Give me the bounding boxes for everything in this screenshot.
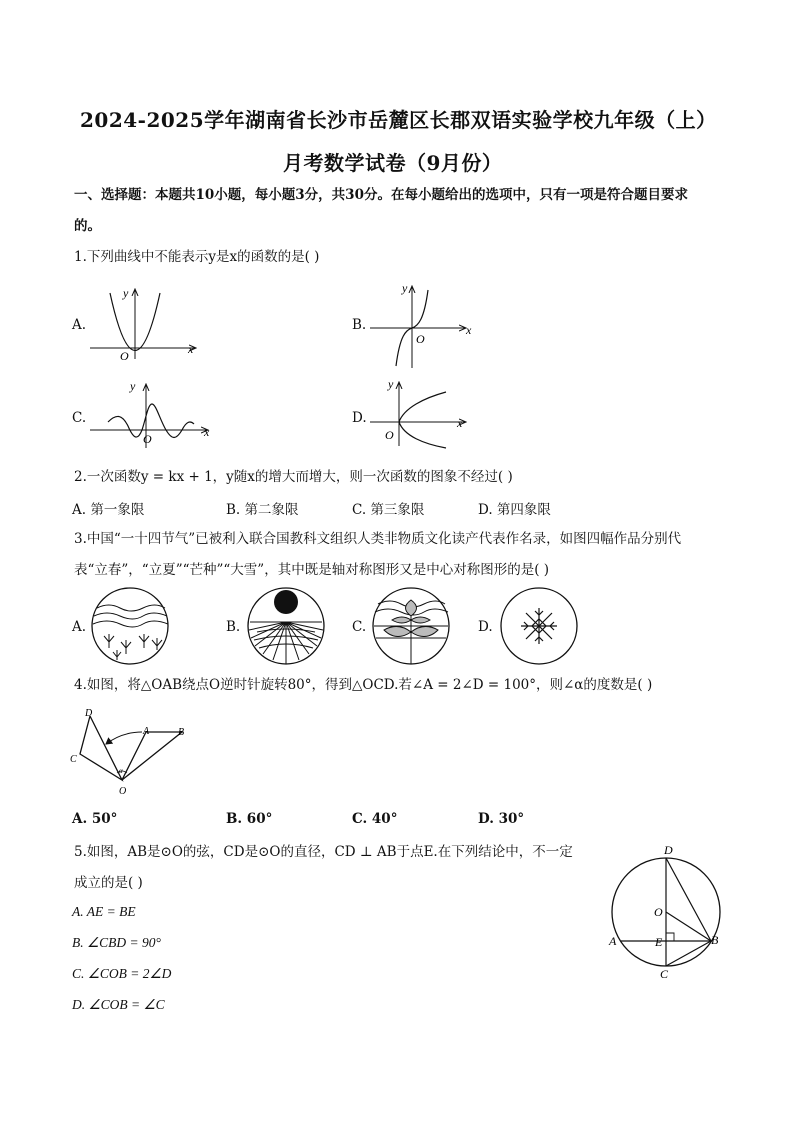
q3-option-c-label: C. [352,619,367,635]
point-d-label: D [85,708,93,719]
q5-option-d: D. ∠COB = ∠C [72,997,165,1012]
point-a-label: A [609,934,617,948]
q4-option-c: C. 40° [352,811,398,827]
point-c-label: C [660,967,669,981]
q1-option-d-label: D. [352,410,367,426]
point-b-label: B [711,933,719,947]
q1-graph-d [366,376,481,448]
solar-term-daxue-image [496,586,582,666]
y-axis-label: y [388,377,394,391]
question-3-stem-line2: 表“立春”，“立夏”“芒种”“大雪”，其中既是轴对称图形又是中心对称图形的是( ) [74,562,550,578]
q1-graph-c [86,378,216,450]
point-c-label: C [70,754,77,765]
q3-option-d-label: D. [478,619,493,635]
page-title-line2: 月考数学试卷（9月份） [283,151,503,175]
sideways-parabola [399,392,446,448]
x-axis-label: x [188,342,194,356]
origin-label: O [416,332,425,346]
question-5-stem-line2: 成立的是( ) [74,875,143,891]
q3-option-b-label: B. [226,619,241,635]
point-d-label: D [664,843,673,857]
x-axis-label: x [457,416,463,430]
question-2-stem: 2.一次函数y = kx + 1，y随x的增大而增大，则一次函数的图象不经过( ) [74,469,513,485]
q4-option-b: B. 60° [226,811,273,827]
q2-option-b: B. 第二象限 [226,502,299,518]
solar-term-lixia-image [243,586,329,666]
question-3-stem-line1: 3.中国“一十四节气”已被利入联合国教科文组织人类非物质文化读产代表作名录，如图四幅作品分别代 [74,531,682,547]
q1-option-b-label: B. [352,317,367,333]
q1-graph-b [366,280,481,370]
origin-label: O [120,349,129,363]
point-o-label: O [119,786,127,797]
q5-option-c: C. ∠COB = 2∠D [72,966,172,981]
question-1-stem: 1.下列曲线中不能表示y是x的函数的是( ) [74,249,320,265]
section-instruction-line1: 一、选择题：本题共10小题，每小题3分，共30分。在每小题给出的选项中，只有一项是符合题目要求 [74,187,688,203]
q4-option-d: D. 30° [478,811,525,827]
q1-option-a-label: A. [72,317,87,333]
solar-term-lichun-image [87,586,173,666]
point-a-label: A [143,726,150,737]
origin-label: O [143,432,152,446]
q4-option-a: A. 50° [72,811,118,827]
q4-rotation-figure [66,702,196,800]
origin-label: O [385,428,394,442]
y-axis-label: y [402,281,408,295]
q2-option-a: A. 第一象限 [72,502,145,518]
point-b-label: B [178,727,185,738]
page-title-line1: 2024-2025学年湖南省长沙市岳麓区长郡双语实验学校九年级（上） [80,108,717,132]
y-axis-label: y [130,379,136,393]
x-axis-label: x [204,425,210,439]
y-axis-label: y [123,286,129,300]
solar-term-mangzhong-image [368,586,454,666]
q1-graph-a [86,283,201,363]
angle-alpha-label: α [119,767,123,775]
q3-option-a-label: A. [72,619,87,635]
q5-circle-figure [604,840,730,980]
point-e-label: E [655,935,663,949]
point-o-label: O [654,905,663,919]
q2-option-d: D. 第四象限 [478,502,551,518]
q5-option-a: A. AE = BE [72,904,136,919]
q5-option-b: B. ∠CBD = 90° [72,935,161,950]
question-4-stem: 4.如图，将△OAB绕点O逆时针旋转80°，得到△OCD.若∠A = 2∠D = 100°，则∠α的度数是( ) [74,677,653,693]
q2-option-c: C. 第三象限 [352,502,425,518]
q1-option-c-label: C. [72,410,87,426]
x-axis-label: x [466,323,472,337]
section-instruction-line2: 的。 [74,218,101,234]
question-5-stem-line1: 5.如图，AB是⊙O的弦，CD是⊙O的直径，CD ⊥ AB于点E.在下列结论中，不一定 [74,844,573,860]
